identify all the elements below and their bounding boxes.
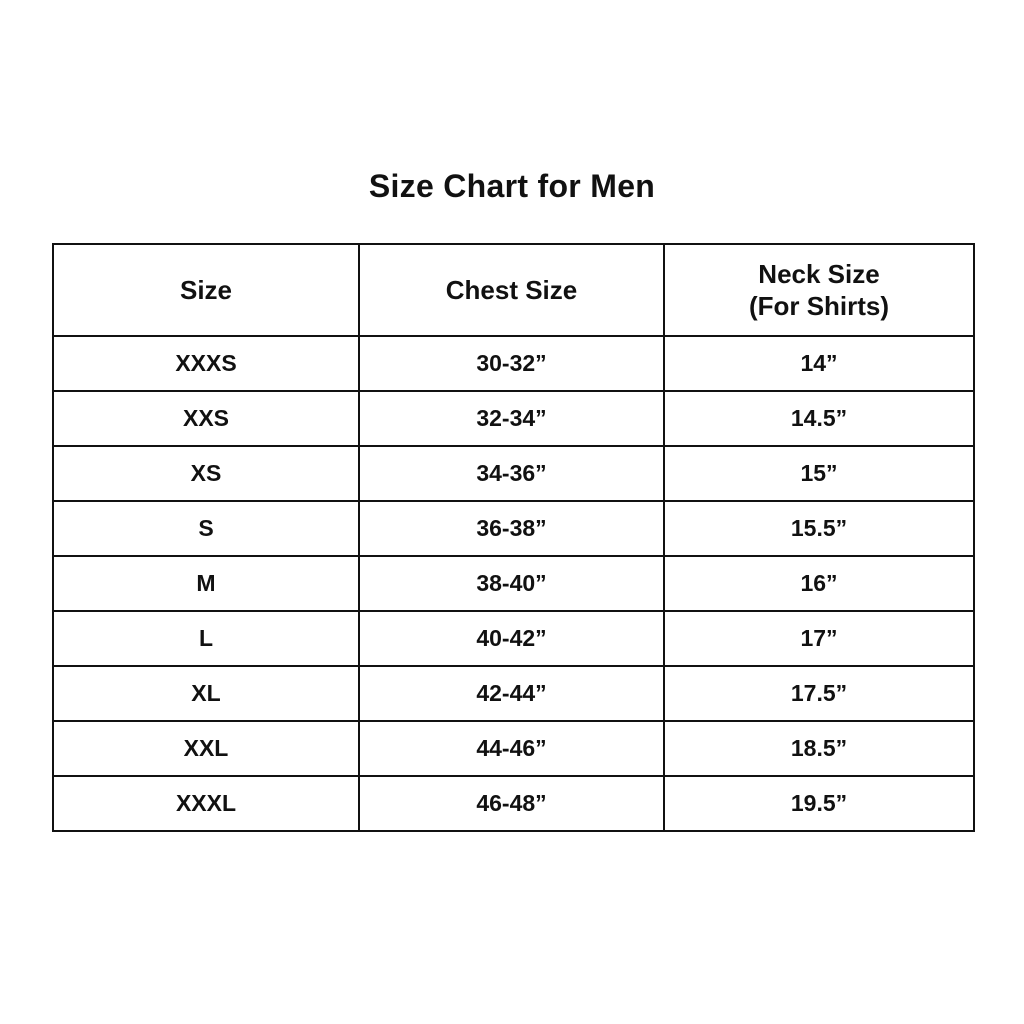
table-row — [53, 611, 974, 666]
neck-size-cell: 14.5” — [664, 391, 974, 446]
chest-size-cell: 42-44” — [359, 666, 664, 721]
table-row — [53, 446, 974, 501]
chest-size-cell: 40-42” — [359, 611, 664, 666]
table-row — [53, 721, 974, 776]
page-title: Size Chart for Men — [368, 168, 656, 204]
size-cell: XXXS — [53, 336, 359, 391]
size-cell: XS — [53, 446, 359, 501]
size-chart-table — [52, 243, 975, 832]
table-row — [53, 776, 974, 831]
neck-size-cell: 17” — [664, 611, 974, 666]
neck-size-cell: 19.5” — [664, 776, 974, 831]
header-chest-size-label: Chest Size — [445, 274, 578, 305]
table-row — [53, 556, 974, 611]
chest-size-cell: 30-32” — [359, 336, 664, 391]
neck-size-cell: 17.5” — [664, 666, 974, 721]
chest-size-cell: 32-34” — [359, 391, 664, 446]
header-size — [53, 244, 359, 336]
neck-size-cell: 15.5” — [664, 501, 974, 556]
header-size-label: Size — [179, 274, 233, 305]
chest-size-cell: 46-48” — [359, 776, 664, 831]
neck-size-cell: 15” — [664, 446, 974, 501]
chest-size-cell: 44-46” — [359, 721, 664, 776]
size-cell: S — [53, 501, 359, 556]
neck-size-cell: 18.5” — [664, 721, 974, 776]
header-neck-size-sublabel: (For Shirts) — [748, 291, 890, 321]
chest-size-cell: 38-40” — [359, 556, 664, 611]
size-cell: XXS — [53, 391, 359, 446]
chest-size-cell: 36-38” — [359, 501, 664, 556]
size-cell: XXXL — [53, 776, 359, 831]
table-header-row — [53, 244, 974, 336]
size-cell: XXL — [53, 721, 359, 776]
table-row — [53, 501, 974, 556]
chest-size-cell: 34-36” — [359, 446, 664, 501]
neck-size-cell: 14” — [664, 336, 974, 391]
table-row — [53, 336, 974, 391]
table-row — [53, 391, 974, 446]
size-cell: L — [53, 611, 359, 666]
header-neck-size-label: Neck Size — [758, 258, 880, 289]
neck-size-cell: 16” — [664, 556, 974, 611]
header-neck-size — [664, 244, 974, 336]
size-cell: M — [53, 556, 359, 611]
table-row — [53, 666, 974, 721]
size-cell: XL — [53, 666, 359, 721]
header-chest-size — [359, 244, 664, 336]
